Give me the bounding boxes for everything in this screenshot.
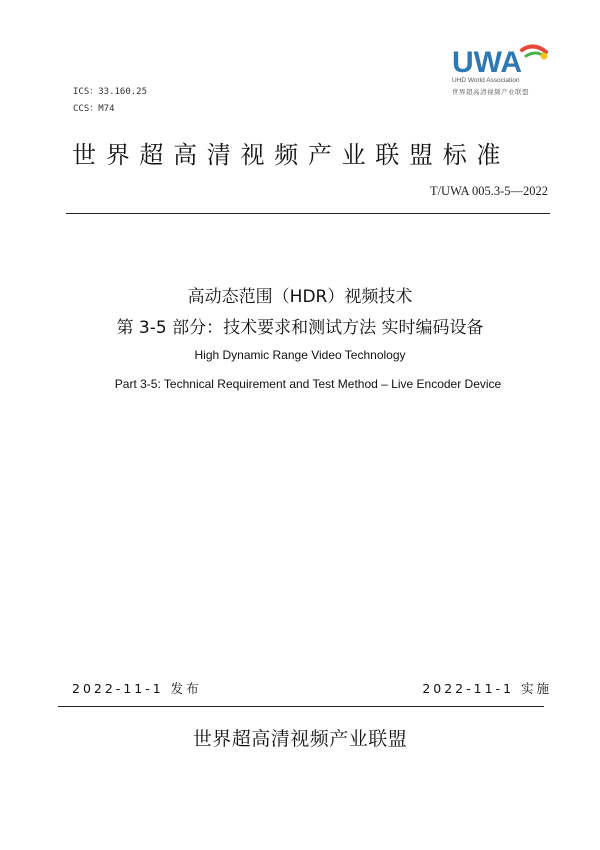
implementation-date: 2022-11-1 实施 xyxy=(422,681,552,696)
issue-date: 2022-11-1 发布 xyxy=(72,681,202,696)
bottom-divider xyxy=(58,706,544,707)
document-title-en-line-2: Part 3-5: Technical Requirement and Test Method – Live Encoder Device xyxy=(114,377,502,391)
standard-title: 世界超高清视频产业联盟标准 xyxy=(72,141,511,169)
logo-org-english: UHD World Association xyxy=(452,77,520,84)
logo-org-chinese: 世界超高清视频产业联盟 xyxy=(452,88,529,96)
logo-swoosh-red xyxy=(522,46,546,52)
uwa-logo-text: UWA xyxy=(452,46,522,78)
publisher-name: 世界超高清视频产业联盟 xyxy=(192,728,408,750)
document-title-cn-line-2: 第 3-5 部分：技术要求和测试方法 实时编码设备 xyxy=(116,318,484,338)
document-title-en-line-1: High Dynamic Range Video Technology xyxy=(194,348,406,362)
classification-codes xyxy=(73,84,147,118)
logo-dot-yellow xyxy=(541,53,548,60)
ics-code: ICS：33.160.25 xyxy=(73,87,148,97)
top-divider xyxy=(66,213,550,214)
uwa-logo-icon xyxy=(452,44,552,78)
document-title-cn-line-1: 高动态范围（HDR）视频技术 xyxy=(187,287,413,307)
standard-number: T/UWA 005.3-5—2022 xyxy=(429,184,548,198)
ccs-code: CCS：M74 xyxy=(73,104,115,114)
